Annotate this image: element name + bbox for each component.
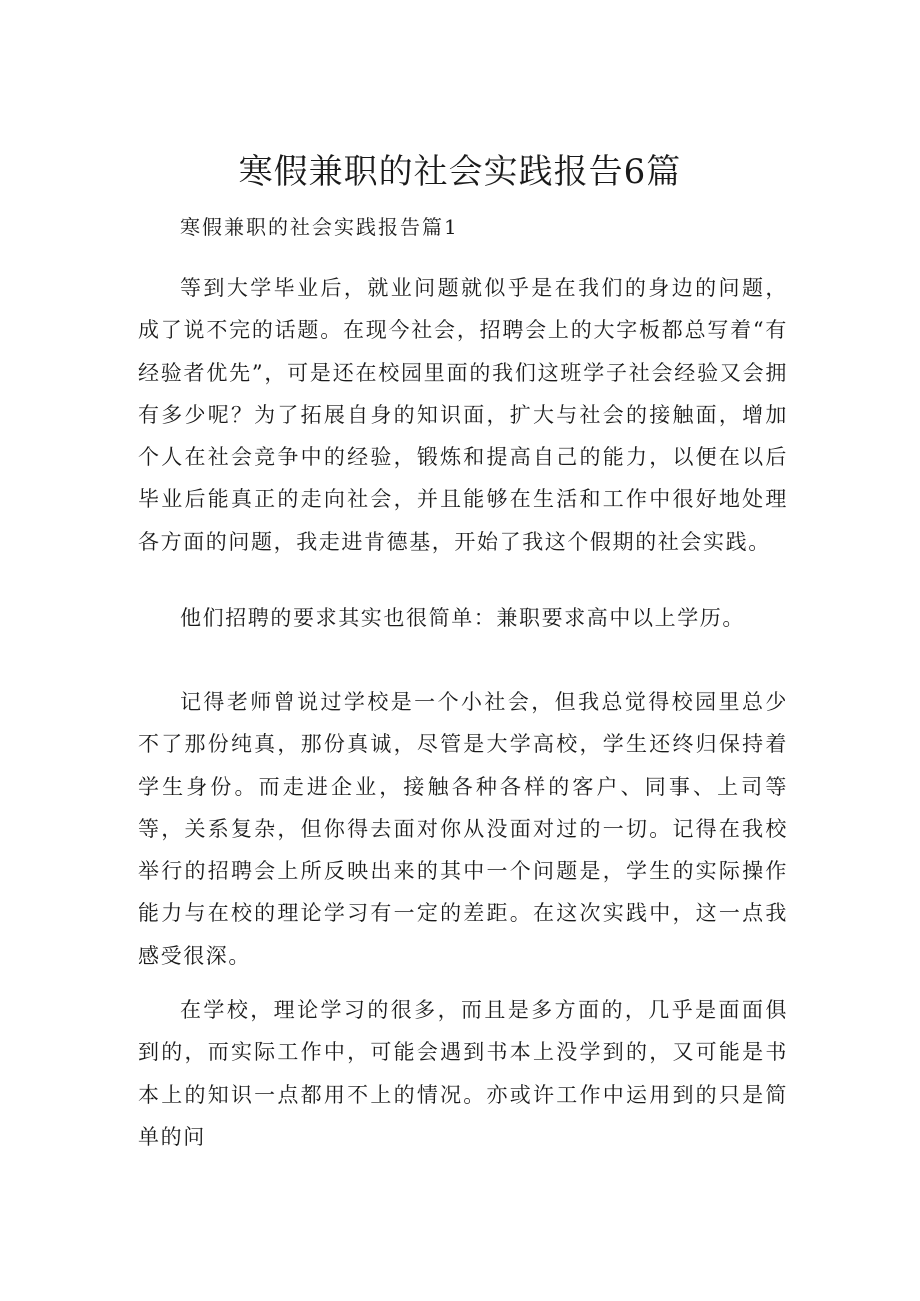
- section-heading: 寒假兼职的社会实践报告篇1: [180, 215, 459, 239]
- paragraph-1: 等到大学毕业后，就业问题就似乎是在我们的身边的问题，成了说不完的话题。在现今社会，招聘会上的大字板都总写着“有经验者优先”，可是还在校园里面的我们这班学子社会经验又会拥有多少呢？为了拓展自身的知识面，扩大与社会的接触面，增加个人在社会竞争中的经验，锻炼和提高自己的能力，以便在以后毕业后能真正的走向社会，并且能够在生活和工作中很好地处理各方面的问题，我走进肯德基，开始了我这个假期的社会实践。: [138, 276, 788, 554]
- document-title: 寒假兼职的社会实践报告6篇: [238, 152, 682, 192]
- paragraph-3: 记得老师曾说过学校是一个小社会，但我总觉得校园里总少不了那份纯真，那份真诚，尽管是大学高校，学生还终归保持着学生身份。而走进企业，接触各种各样的客户、同事、上司等等，关系复杂，但你得去面对你从没面对过的一切。记得在我校举行的招聘会上所反映出来的其中一个问题是，学生的实际操作能力与在校的理论学习有一定的差距。在这次实践中，这一点我感受很深。: [138, 690, 788, 968]
- paragraph-4: 在学校，理论学习的很多，而且是多方面的，几乎是面面俱到的，而实际工作中，可能会遇到书本上没学到的，又可能是书本上的知识一点都用不上的情况。亦或许工作中运用到的只是简单的问: [138, 998, 788, 1149]
- paragraph-2: 他们招聘的要求其实也很简单：兼职要求高中以上学历。: [180, 606, 745, 630]
